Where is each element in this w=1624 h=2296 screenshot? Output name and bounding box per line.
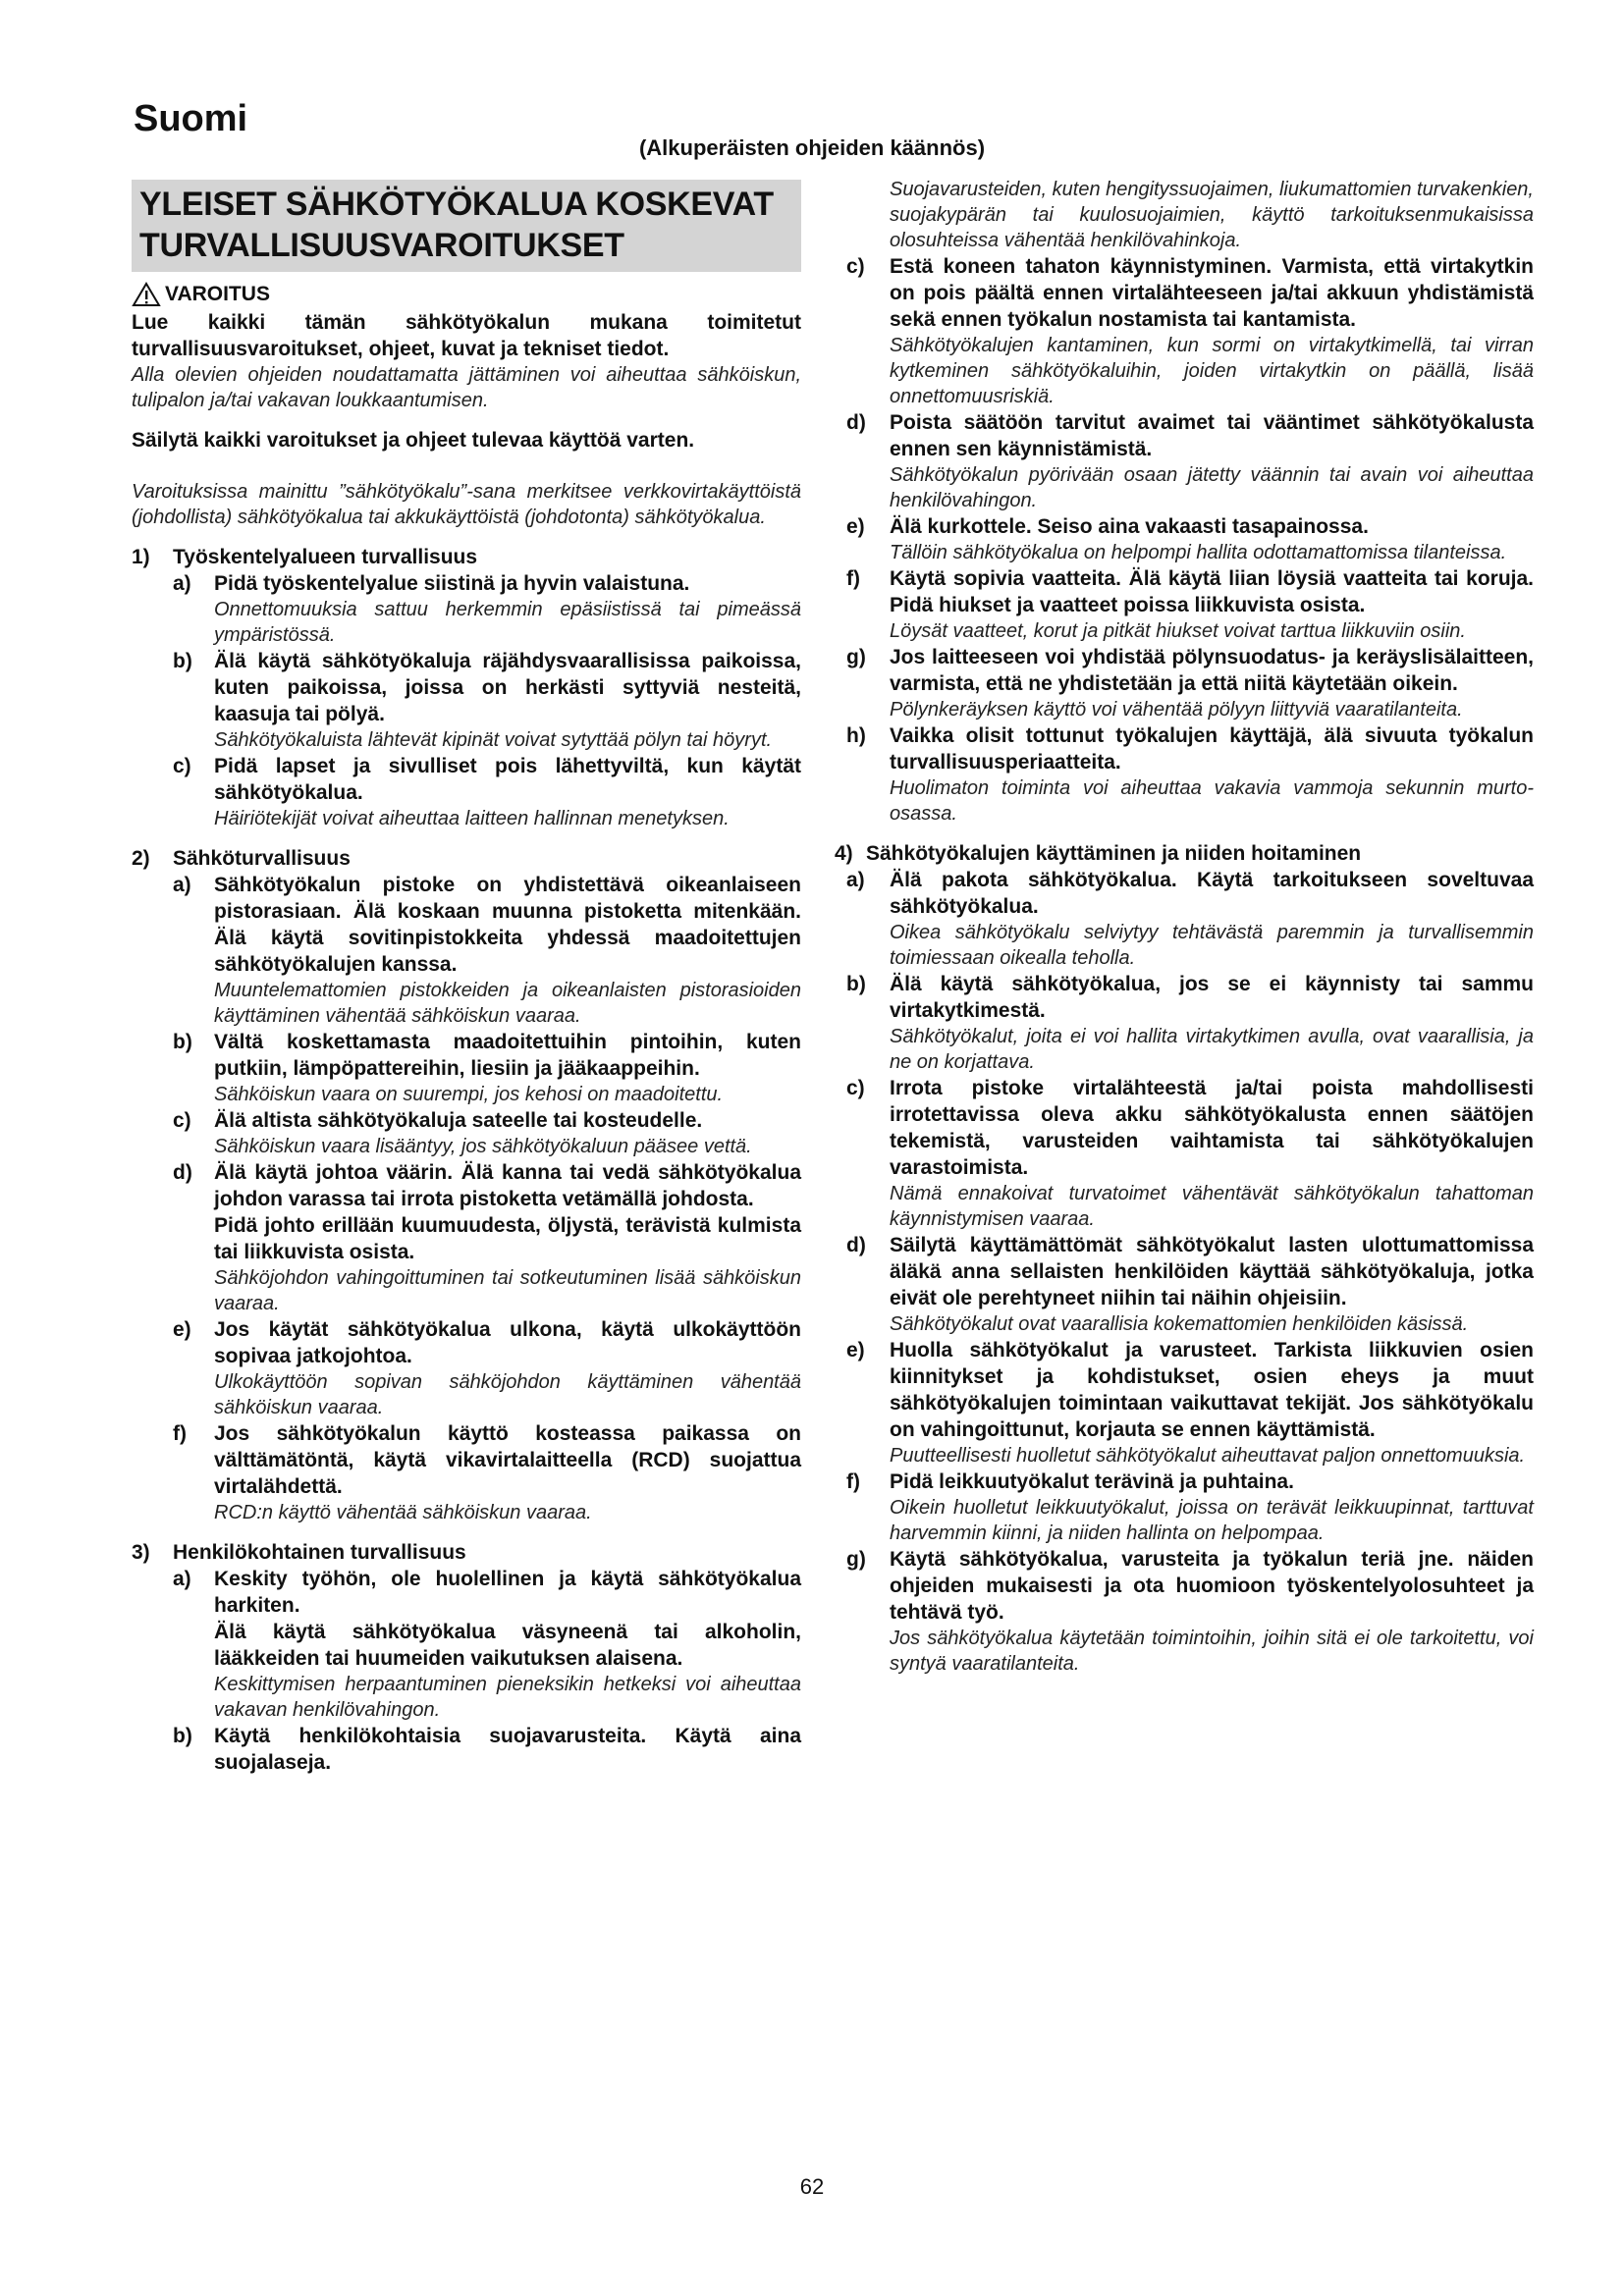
s2-item-c: c) Älä altista sähkötyökaluja sateelle tai kosteudelle. Sähköiskun vaara lisääntyy, jos sähkötyökaluun pääsee vettä.: [173, 1109, 752, 1157]
s1-item-b: b) Älä käytä sähkötyökaluja räjähdysvaarallisissa paikoissa, kuten paikoissa, joissa on herkästi syttyviä nesteitä, kaasuja tai pölyä. Sähkötyökaluista lähtevät kipinät voivat sytyttää pölyn tai höyryt.: [173, 650, 801, 751]
section-2-heading: 2) Sähköturvallisuus: [132, 847, 351, 870]
warning-triangle-icon: [132, 282, 161, 307]
s2-item-b: b) Vältä koskettamasta maadoitettuihin pintoihin, kuten putkiin, lämpöpattereihin, liesiin ja jääkaappeihin. Sähköiskun vaara on suurempi, jos kehosi on maadoitettu.: [173, 1031, 801, 1105]
warning-heading: [132, 282, 801, 307]
s3-item-c: c) Estä koneen tahaton käynnistyminen. Varmista, että virtakytkin on pois päältä ennen virtalähteeseen ja/tai akkuun yhdistämistä sekä ennen työkalun nostamista tai kantamista. Sähkötyökalujen kantaminen, kun sormi on virtakytkimellä, tai virran kytkeminen sähkötyökaluihin, joiden virtakytkin on päällä, lisää onnettomuusriskiä.: [846, 255, 1534, 407]
s3-item-e: e) Älä kurkottele. Seiso aina vakaasti tasapainossa. Tällöin sähkötyökalua on helpompi hallita odottamattomissa tilanteissa.: [846, 515, 1507, 563]
section-1-heading: 1) Työskentelyalueen turvallisuus: [132, 546, 478, 568]
section-4-heading: 4) Sähkötyökalujen käyttäminen ja niiden hoitaminen: [835, 842, 1362, 865]
s3-item-d: d) Poista säätöön tarvitut avaimet tai vääntimet sähkötyökalusta ennen sen käynnistämistä. Sähkötyökalun pyörivään osaan jätetty väännin tai avain voi aiheuttaa henkilövahingon.: [846, 411, 1534, 511]
s4-item-g: g) Käytä sähkötyökalua, varusteita ja työkalun teriä jne. näiden ohjeiden mukaisesti ja ota huomioon työskentelyolosuhteet ja tehtävä työ. Jos sähkötyökalua käytetään toimintoihin, joihin sitä ei ole tarkoitettu, voi syntyä vaaratilanteita.: [846, 1548, 1534, 1675]
page-number: 62: [799, 2174, 825, 2199]
warning-label: VAROITUS: [165, 283, 270, 305]
s4-item-e: e) Huolla sähkötyökalut ja varusteet. Tarkista liikkuvien osien kiinnitykset ja kohdistukset, osien eheys ja muut sähkötyökalujen toimintaan vaikuttavat tekijät. Jos sähkötyökalu on vahingoittunut, korjauta se ennen käyttämistä. Puutteellisesti huolletut sähkötyökalut aiheuttavat paljon onnettomuuksia.: [846, 1339, 1534, 1467]
s3-item-g: g) Jos laitteeseen voi yhdistää pölynsuodatus- ja keräyslisälaitteen, varmista, että ne yhdistetään ja että niitä käytetään oikein. Pölynkeräyksen käyttö voi vähentää pölyyn liittyviä vaaratilanteita.: [846, 646, 1534, 721]
translation-note: (Alkuperäisten ohjeiden käännös): [638, 135, 986, 160]
warning-keep: Säilytä kaikki varoitukset ja ohjeet tulevaa käyttöä varten.: [132, 429, 695, 452]
s4-item-f: f) Pidä leikkuutyökalut terävinä ja puhtaina. Oikein huolletut leikkuutyökalut, joissa on terävät leikkuupinnat, tarttuvat harvemmin kiinni, ja niiden hallinta on helpompaa.: [846, 1470, 1534, 1544]
s1-item-c: c) Pidä lapset ja sivulliset pois lähettyviltä, kun käytät sähkötyökalua. Häiriötekijät voivat aiheuttaa laitteen hallinnan menetyksen.: [173, 755, 801, 829]
warning-consequence: Alla olevien ohjeiden noudattamatta jättäminen voi aiheuttaa sähköiskun, tulipalon ja/tai vakavan loukkaantumisen.: [132, 364, 801, 411]
s4-item-d: d) Säilytä käyttämättömät sähkötyökalut lasten ulottumattomissa äläkä anna sellaisten henkilöiden käyttää sähkötyökaluja, jotka eivät ole perehtyneet niihin tai näihin ohjeisiin. Sähkötyökalut ovat vaarallisia kokemattomien henkilöiden käsissä.: [846, 1234, 1534, 1335]
s3-item-b: b) Käytä henkilökohtaisia suojavarusteita. Käytä aina suojalaseja.: [173, 1725, 801, 1774]
s4-item-a: a) Älä pakota sähkötyökalua. Käytä tarkoitukseen soveltuvaa sähkötyökalua. Oikea sähkötyökalu selviytyy tehtävästä paremmin ja turvallisemmin toimiessaan oikealla teholla.: [846, 869, 1534, 969]
power-tool-definition: Varoituksissa mainittu ”sähkötyökalu”-sana merkitsee verkkovirtakäyttöistä (johdollista) sähkötyökalua tai akkukäyttöistä (johdotonta) sähkötyökalua.: [132, 481, 801, 528]
s3-item-h: h) Vaikka olisit tottunut työkalujen käyttäjä, älä sivuuta työkalun turvallisuusperiaatteita. Huolimaton toiminta voi aiheuttaa vakavia vammoja sekunnin murto-osassa.: [846, 724, 1534, 825]
title-line-2: TURVALLISUUSVAROITUKSET: [139, 227, 624, 264]
s4-item-b: b) Älä käytä sähkötyökalua, jos se ei käynnisty tai sammu virtakytkimestä. Sähkötyökalut, joita ei voi hallita virtakytkimen avulla, ovat vaarallisia, ja ne on korjattava.: [846, 973, 1534, 1073]
s4-item-c: c) Irrota pistoke virtalähteestä ja/tai poista mahdollisesti irrotettavissa oleva akku sähkötyökalusta ennen säätöjen tekemistä, varusteiden vaihtamista tai sähkötyökalujen varastoimista. Nämä ennakoivat turvatoimet vähentävät sähkötyökalun tahattoman käynnistymisen vaaraa.: [846, 1077, 1534, 1230]
right-column: [835, 177, 1534, 1677]
section-3-heading: 3) Henkilökohtainen turvallisuus: [132, 1541, 466, 1564]
s2-item-f: f) Jos sähkötyökalun käyttö kosteassa paikassa on välttämätöntä, käytä vikavirtalaitteella (RCD) suojattua virtalähdettä. RCD:n käyttö vähentää sähköiskun vaaraa.: [173, 1422, 801, 1523]
s2-item-a: a) Sähkötyökalun pistoke on yhdistettävä oikeanlaiseen pistorasiaan. Älä koskaan muunna pistoketta mitenkään. Älä käytä sovitinpistokkeita yhdessä maadoitettujen sähkötyökalujen kanssa. Muuntelemattomien pistokkeiden ja oikeanlaisten pistorasioiden käyttäminen vähentää sähköiskun vaaraa.: [173, 874, 801, 1027]
s3-item-f: f) Käytä sopivia vaatteita. Älä käytä liian löysiä vaatteita tai koruja. Pidä hiukset ja vaatteet poissa liikkuvista osista. Löysät vaatteet, korut ja pitkät hiukset voivat tarttua liikkuviin osiin.: [846, 567, 1534, 642]
left-column: [132, 180, 801, 1776]
language-heading: Suomi: [134, 98, 248, 139]
section-title-box: [132, 180, 801, 272]
s3-item-b-continued: Suojavarusteiden, kuten hengityssuojaimen, liukumattomien turvakenkien, suojakypärän tai kuulosuojaimien, käyttö tarkoituksenmukaisissa olosuhteissa vähentää henkilövahinkoja.: [890, 179, 1534, 251]
s2-item-d: d) Älä käytä johtoa väärin. Älä kanna tai vedä sähkötyökalua johdon varassa tai irrota pistoketta vetämällä johdosta. Pidä johto erillään kuumuudesta, öljystä, terävistä kulmista tai liikkuvista osista. Sähköjohdon vahingoittuminen tai sotkeutuminen lisää sähköiskun vaaraa.: [173, 1161, 801, 1314]
s1-item-a: a) Pidä työskentelyalue siistinä ja hyvin valaistuna. Onnettomuuksia sattuu herkemmin epäsiistissä tai pimeässä ympäristössä.: [173, 572, 801, 646]
s3-item-a: a) Keskity työhön, ole huolellinen ja käytä sähkötyökalua harkiten. Älä käytä sähkötyökalua väsyneenä tai alkoholin, lääkkeiden tai huumeiden vaikutuksen alaisena. Keskittymisen herpaantuminen pieneksikin hetkeksi voi aiheuttaa vakavan henkilövahingon.: [173, 1568, 801, 1721]
s2-item-e: e) Jos käytät sähkötyökalua ulkona, käytä ulkokäyttöön sopivaa jatkojohtoa. Ulkokäyttöön sopivan sähköjohdon käyttäminen vähentää sähköiskun vaaraa.: [173, 1318, 801, 1418]
title-line-1: YLEISET SÄHKÖTYÖKALUA KOSKEVAT: [139, 186, 774, 223]
warning-read-all: Lue kaikki tämän sähkötyökalun mukana toimitetut turvallisuusvaroitukset, ohjeet, kuvat ja tekniset tiedot.: [132, 311, 801, 360]
